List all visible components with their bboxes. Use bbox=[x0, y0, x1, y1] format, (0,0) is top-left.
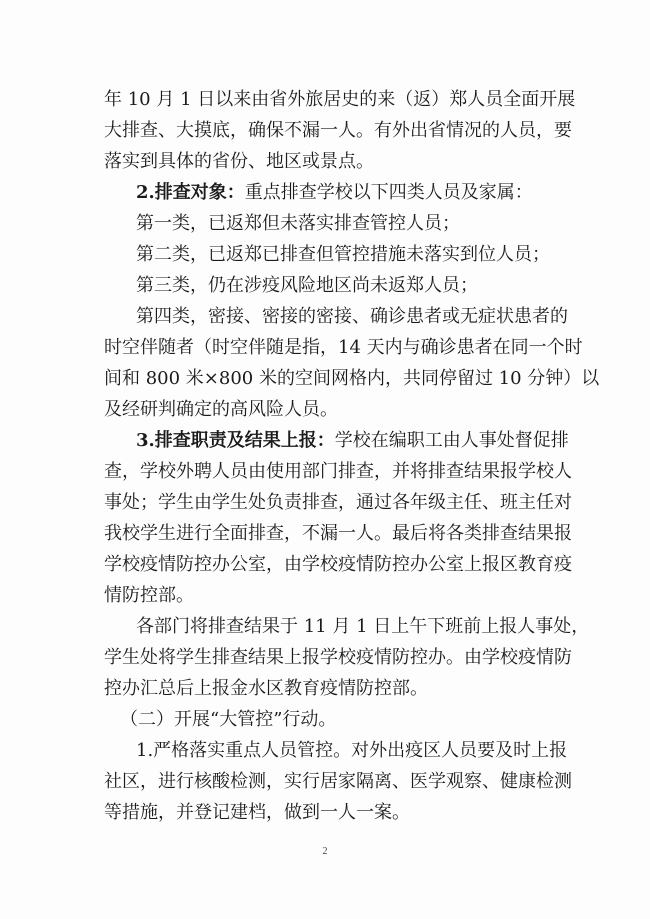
text-line: 间和 800 米×800 米的空间网格内，共同停留过 10 分钟）以 bbox=[104, 368, 600, 389]
text-line: 学生处将学生排查结果上报学校疫情防控办。由学校疫情防 bbox=[104, 647, 572, 668]
text-line: 落实到具体的省份、地区或景点。 bbox=[104, 151, 374, 172]
category-two-line: 第二类，已返郑已排查但管控措施未落实到位人员； bbox=[136, 244, 550, 265]
text-line: 我校学生进行全面排查，不漏一人。最后将各类排查结果报 bbox=[104, 523, 572, 544]
paragraph-investigation-targets bbox=[136, 180, 564, 206]
text-line: 年 10 月 1 日以来由省外旅居史的来（返）郑人员全面开展 bbox=[104, 89, 576, 110]
text-line: 学校疫情防控办公室，由学校疫情防控办公室上报区教育疫 bbox=[104, 554, 572, 575]
section-heading: 2.排查对象： bbox=[136, 182, 245, 203]
subsection-heading: （二）开展“大管控”行动。 bbox=[120, 709, 337, 730]
text-line: 及经研判确定的高风险人员。 bbox=[104, 399, 338, 420]
text-line: 第四类，密接、密接的密接、确诊患者或无症状患者的 bbox=[136, 306, 568, 327]
text-run: 重点排查学校以下四类人员及家属： bbox=[244, 182, 533, 203]
section-heading: 3.排查职责及结果上报： bbox=[136, 430, 335, 451]
text-line: 情防控部。 bbox=[104, 585, 194, 606]
text-line: 查，学校外聘人员由使用部门排查，并将排查结果报学校人 bbox=[104, 461, 572, 482]
text-line: 各部门将排查结果于 11 月 1 日上午下班前上报人事处， bbox=[136, 616, 590, 637]
text-line: 事处；学生由学生处负责排查，通过各年级主任、班主任对 bbox=[104, 492, 572, 513]
category-one-line: 第一类，已返郑但未落实排查管控人员； bbox=[136, 213, 460, 234]
category-three-line: 第三类，仍在涉疫风险地区尚未返郑人员； bbox=[136, 275, 478, 296]
text-line: 1.严格落实重点人员管控。对外出疫区人员要及时上报 bbox=[136, 740, 568, 761]
text-run: 学校在编职工由人事处督促排 bbox=[334, 430, 569, 451]
text-line: 等措施，并登记建档，做到一人一案。 bbox=[104, 802, 410, 823]
paragraph-responsibility-first-line bbox=[136, 428, 569, 454]
text-line: 大排查、大摸底，确保不漏一人。有外出省情况的人员，要 bbox=[104, 120, 572, 141]
text-line: 控办汇总后上报金水区教育疫情防控部。 bbox=[104, 678, 428, 699]
text-line: 社区，进行核酸检测，实行居家隔离、医学观察、健康检测 bbox=[104, 771, 572, 792]
page-number: 2 bbox=[322, 846, 328, 857]
text-line: 时空伴随者（时空伴随是指，14 天内与确诊患者在同一个时 bbox=[104, 337, 583, 358]
